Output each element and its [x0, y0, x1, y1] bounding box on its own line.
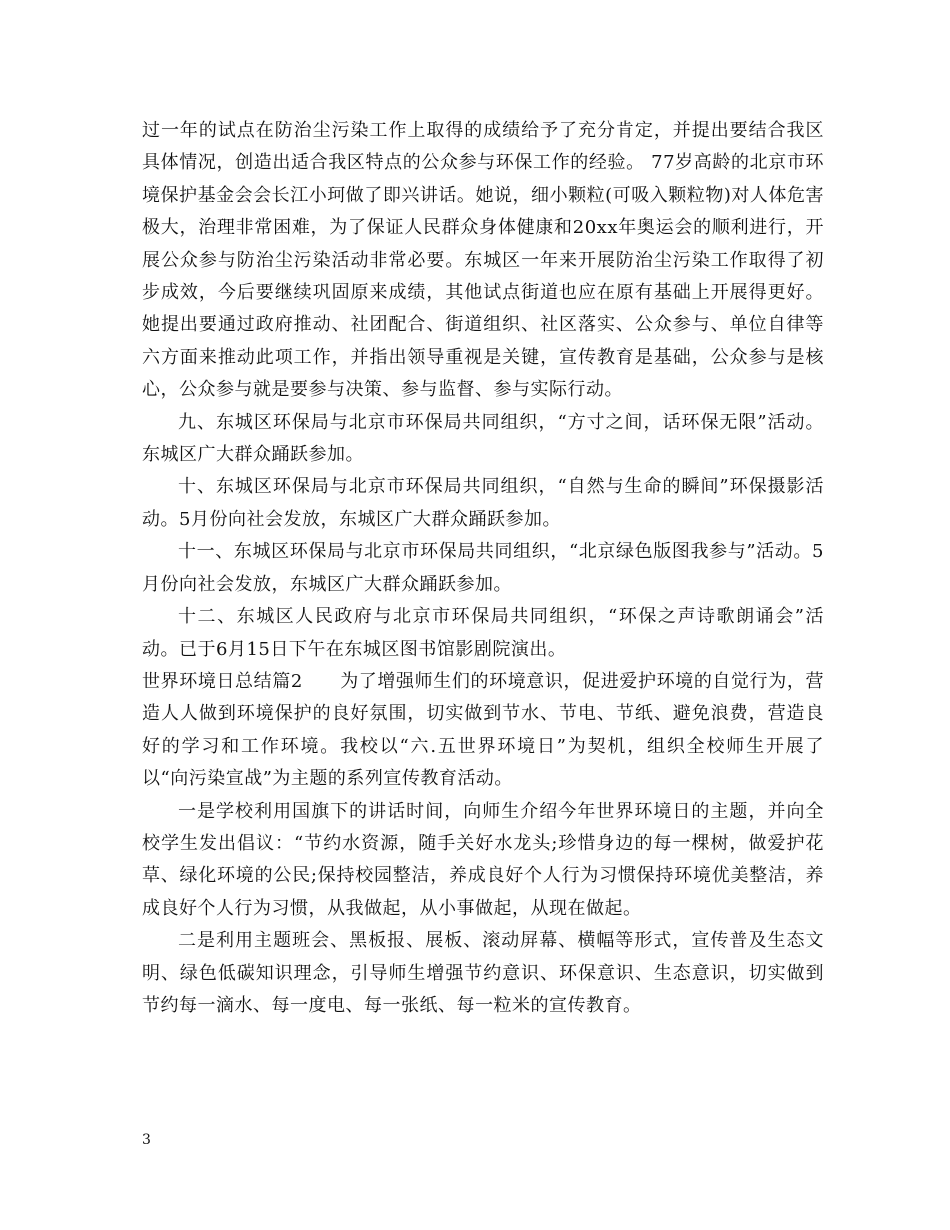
- paragraph-item-11: 十一、东城区环保局与北京市环保局共同组织，“北京绿色版图我参与”活动。5月份向社会发放，东城区广大群众踊跃参加。: [142, 541, 824, 595]
- paragraph-item-10: 十、东城区环保局与北京市环保局共同组织，“自然与生命的瞬间”环保摄影活动。5月份向社会发放，东城区广大群众踊跃参加。: [142, 476, 824, 530]
- paragraph-section-2-intro: 世界环境日总结篇2 为了增强师生们的环境意识，促进爱护环境的自觉行为，营造人人做到环境保护的良好氛围，切实做到节水、节电、节纸、避免浪费，营造良好的学习和工作环境。我校以“六.五世界环境日”为契机，组织全校师生开展了以“向污染宣战”为主题的系列宣传教育活动。: [142, 670, 824, 790]
- paragraph-item-12: 十二、东城区人民政府与北京市环保局共同组织，“环保之声诗歌朗诵会”活动。已于6月15日下午在东城区图书馆影剧院演出。: [142, 606, 824, 660]
- page-number: 3: [142, 1132, 151, 1148]
- paragraph-point-2: 二是利用主题班会、黑板报、展板、滚动屏幕、横幅等形式，宣传普及生态文明、绿色低碳知识理念，引导师生增强节约意识、环保意识、生态意识，切实做到节约每一滴水、每一度电、每一张纸、每一粒米的宣传教育。: [142, 930, 824, 1016]
- document-body: [142, 115, 824, 1022]
- paragraph-point-1: 一是学校利用国旗下的讲话时间，向师生介绍今年世界环境日的主题，并向全校学生发出倡议：“节约水资源，随手关好水龙头;珍惜身边的每一棵树，做爱护花草、绿化环境的公民;保持校园整洁，养成良好个人行为习惯保持环境优美整洁，养成良好个人行为习惯，从我做起，从小事做起，从现在做起。: [142, 800, 824, 919]
- paragraph-continuation: 过一年的试点在防治尘污染工作上取得的成绩给予了充分肯定，并提出要结合我区具体情况，创造出适合我区特点的公众参与环保工作的经验。 77岁高龄的北京市环境保护基金会会长江小珂做了即兴讲话。她说，细小颗粒(可吸入颗粒物)对人体危害极大，治理非常困难，为了保证人民群众身体健康和20xx年奥运会的顺利进行，开展公众参与防治尘污染活动非常必要。东城区一年来开展防治尘污染工作取得了初步成效，今后要继续巩固原来成绩，其他试点街道也应在原有基础上开展得更好。她提出要通过政府推动、社团配合、街道组织、社区落实、公众参与、单位自律等六方面来推动此项工作，并指出领导重视是关键，宣传教育是基础，公众参与是核心，公众参与就是要参与决策、参与监督、参与实际行动。: [142, 120, 824, 401]
- paragraph-item-9: 九、东城区环保局与北京市环保局共同组织，“方寸之间，话环保无限”活动。东城区广大群众踊跃参加。: [142, 411, 824, 466]
